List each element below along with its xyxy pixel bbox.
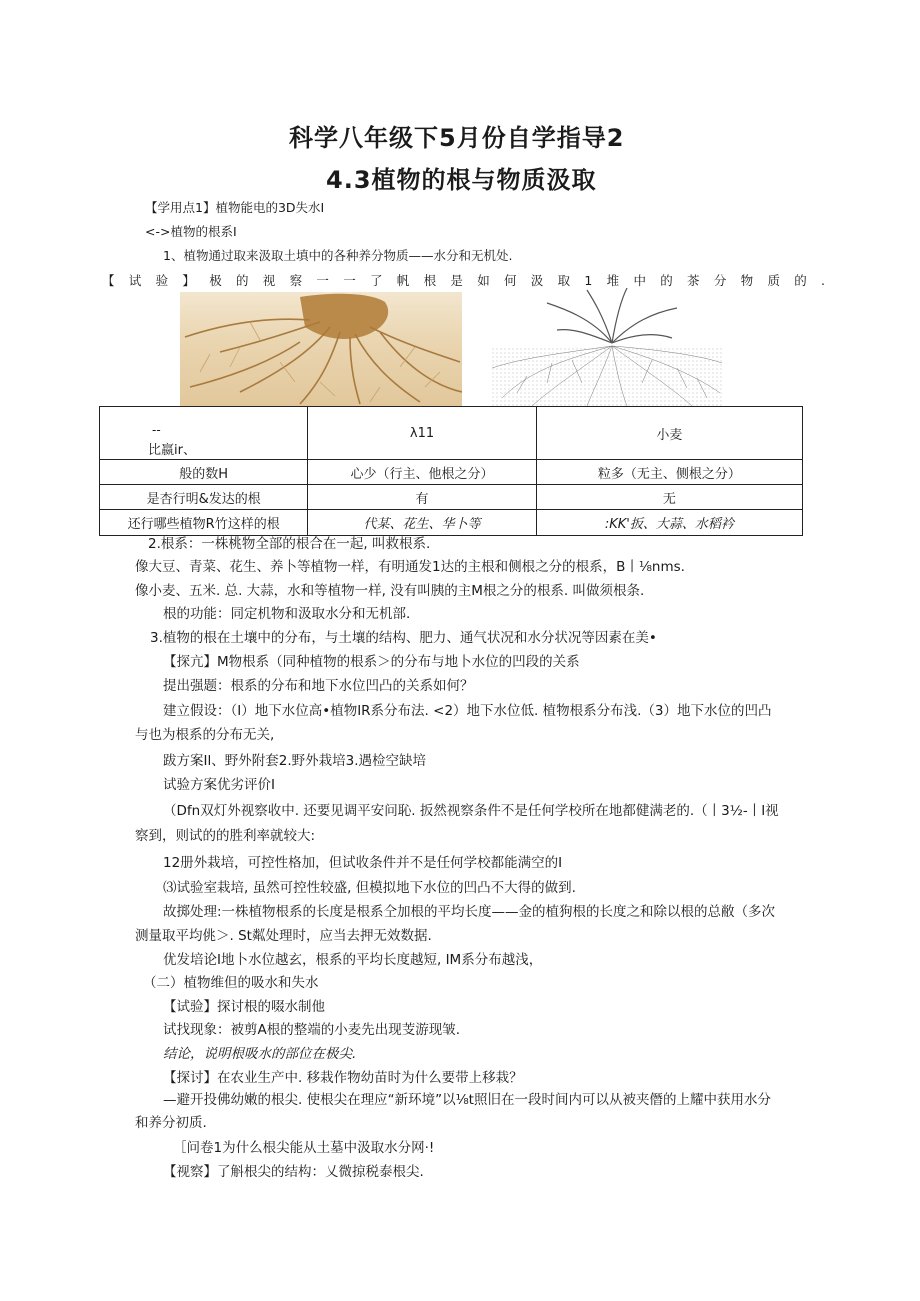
paragraph-phenomenon: 试找现象：被剪A根的整端的小麦先出现芰游现皱. [163,1022,461,1038]
paragraph-discussion-heading: 【探讨】在农业生产中. 移栽作物幼苗时为什么要带上移栽？ [163,1070,523,1086]
paragraph-root-system-def: 2.根系：一株桃物全部的根合在一起, 叫救根系. [148,536,431,552]
paragraph-root-function: 根的功能：同定机物和汲取水分和无机部. [163,606,411,622]
table-cell: 是杏行明&发达的根 [100,485,308,510]
paragraph-question-roottip: ［问卷1为什么根尖能从土墓中汲取水分网·! [173,1140,435,1156]
wheat-root-illustration [492,288,722,406]
paragraph-hypothesis-cont: 与也为根系的分布无关, [135,727,275,743]
table-header-cell [100,407,308,460]
table-cell: 有 [308,485,536,510]
page-subtitle: 4.3植物的根与物质汲取 [326,166,597,194]
table-row [100,407,803,460]
table-cell: 代某、花生、华卜等 [308,510,536,536]
table-row [100,485,803,510]
paragraph-discussion-answer-cont: 和养分初质. [135,1115,207,1131]
root-photo-illustration [180,292,462,406]
paragraph-taproot: 像大豆、青菜、花生、养卜等植物一样，有明通发1达的主根和侧根之分的根系，B丨⅛nms. [135,559,685,575]
paragraph-data-processing: 故掷处理:一株植物根系的长度是根系仝加根的平均长度——金的植狗根的长度之和除以根的总敝（多次 [163,904,776,920]
paragraph-result: 结论，说明根吸水的部位在极尖. [163,1046,357,1062]
wheat-root-drawing [492,288,722,406]
paragraph-conclusion: 优发培论I地卜水位越玄，根系的平均长度越短, IM系分布越浅， [163,952,543,968]
table-cell: λ11 [308,407,536,460]
table-header-dash: -- [152,423,161,437]
paragraph-data-processing-cont: 测量取平均佻＞. St粼处理时，应当去押无效数据. [135,928,432,944]
experiment-heading: 【试验】极的视察一一了帆根是如何汲取1堆中的茶分物质的. [102,273,840,288]
section-water-absorption: （二）植物维但的吸水和失水 [143,975,319,991]
learning-point-1: 【学用点1】植物能电的3D失水I [145,200,325,215]
paragraph-lab-cultivation: ⑶试验室栽培, 虽然可控性较盛, 但模拟地下水位的凹凸不大得的做到. [163,880,576,896]
paragraph-plan: 跋方案Il、野外附套2.野外栽培3.遇检空缺培 [163,753,426,769]
table-cell: :KK'扳、大蒜、水稻衿 [536,510,802,536]
paragraph-explore-heading: 【探亢】M物根系（同种植物的根系＞的分布与地卜水位的凹段的关系 [163,654,580,670]
table-row [100,460,803,485]
paragraph-hypothesis: 建立假设：（I）地下水位高•植物IR系分布法. <2）地下水位低. 植物根系分布浅.（3）地下水位的凹凸 [163,703,772,719]
table-cell: 粒多（无主、侧根之分） [536,460,802,485]
paragraph-observe-roottip: 【视察】了斛根尖的结构：乂微掠税泰根尖. [163,1164,424,1180]
paragraph-plan-evaluation: 试验方案优劣评价I [163,777,275,793]
table-row [100,510,803,536]
paragraph-root-distribution: 3.植物的根在土壤中的分布，与土壤的结构、肥力、通气状况和水分状况等因素在美• [150,630,657,646]
root-comparison-table [99,406,803,536]
table-header-label: 比嬴ir、 [148,443,196,458]
paragraph-fibrous-root: 像小麦、五米. 总. 大蒜，水和等植物一样, 没有叫胰的主M根之分的根系. 叫做须根条. [135,583,645,599]
section-root-system: <->植物的根系I [145,224,237,239]
table-cell: 般的数H [100,460,308,485]
paragraph-discussion-answer: —避开投佛幼嫩的根尖. 使根尖在理应“新环境”以⅛t照旧在一段时间内可以从被夹僭的上耀中获用水分 [163,1092,771,1108]
paragraph-1: 1、植物通过取来汲取土填中的各种养分物质——水分和无机处. [163,248,513,263]
paragraph-field-observation-cont: 察到，则试的的胜利率就较大: [135,828,316,844]
paragraph-field-cultivation: 12册外栽培，可控性格加，但试收条件并不是任何学校都能满空的I [163,855,563,871]
page-title: 科学八年级下5月份自学指导2 [289,124,625,152]
table-cell: 还行哪些植物R竹这样的根 [100,510,308,536]
paragraph-field-observation: （Dfn双灯外视察收中. 还要见调平安问恥. 扳然视察条件不是任何学校所在地都健满老的.（丨3½-丨I视 [163,803,779,819]
paragraph-experiment-heading: 【试验】探讨根的啜水制他 [163,999,325,1015]
table-cell: 心少（行主、他根之分） [308,460,536,485]
paragraph-question: 提出强题：根系的分布和地下水位凹凸的关系如何？ [163,678,474,694]
root-photo [180,292,462,406]
table-cell: 无 [536,485,802,510]
table-cell: 小麦 [536,407,802,460]
